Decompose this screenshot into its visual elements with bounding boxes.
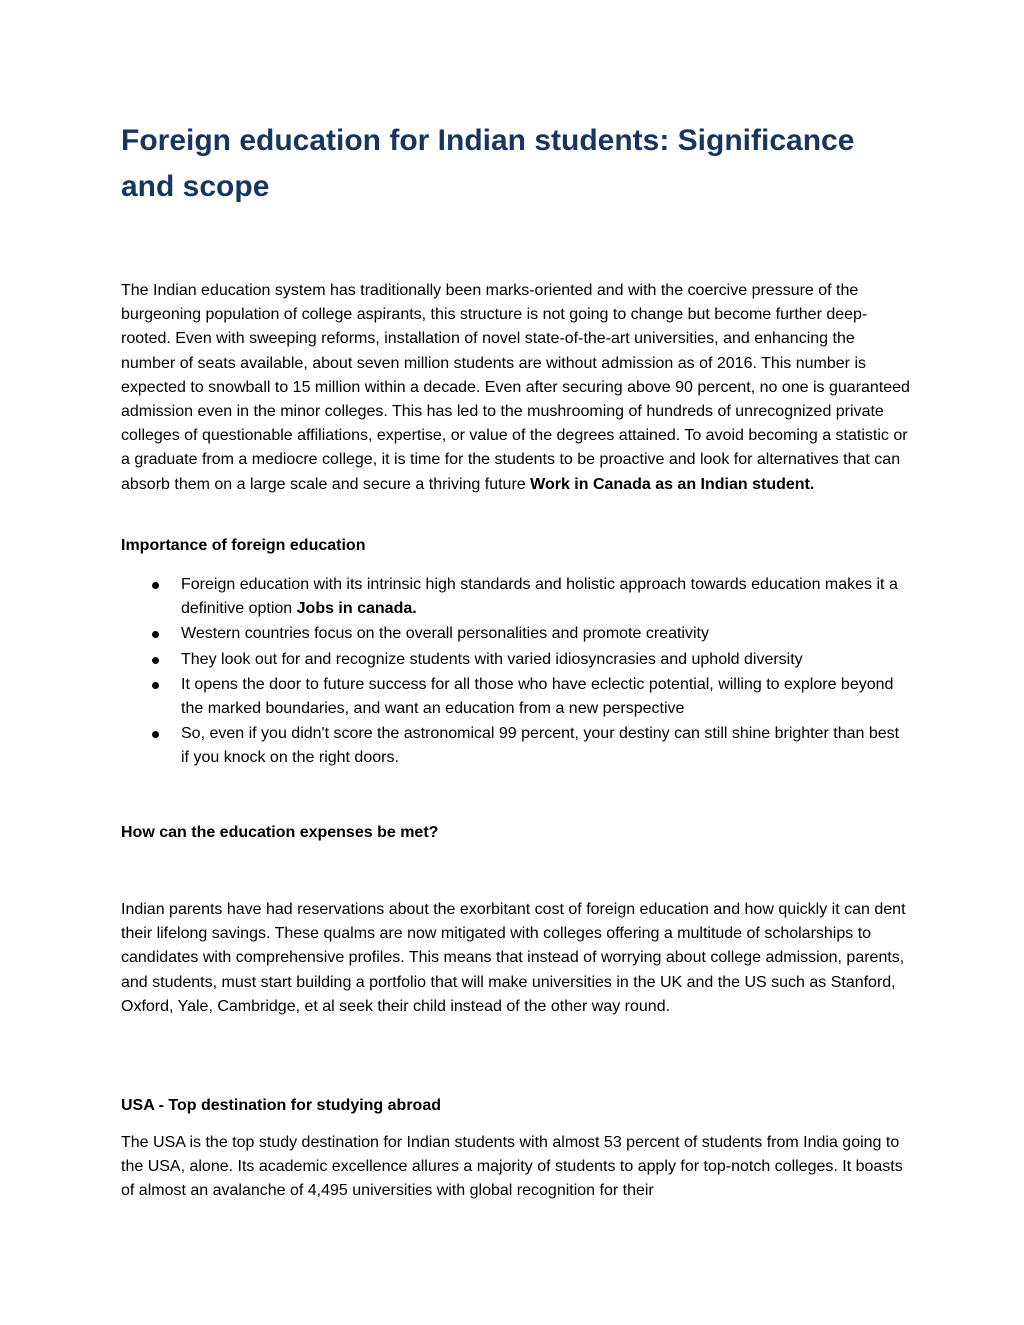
bullet-icon	[152, 631, 159, 638]
list-item	[121, 648, 911, 672]
list-item-text: Western countries focus on the overall personalities and promote creativity	[181, 625, 709, 643]
intro-paragraph	[121, 279, 911, 497]
usa-paragraph: The USA is the top study destination for Indian students with almost 53 percent of students from India going to the USA, alone. Its academic excellence allures a majority of students to apply for top-notch colleges. It boasts of almost an avalanche of 4,495 universities with global recognition for their	[121, 1134, 903, 1200]
expenses-heading: How can the education expenses be met?	[121, 824, 439, 841]
work-in-canada-link[interactable]: Work in Canada as an Indian student.	[530, 475, 815, 493]
importance-list	[121, 573, 911, 772]
list-item-text: Foreign education with its intrinsic high standards and holistic approach towards education makes it a definitive option	[181, 576, 898, 618]
bullet-icon	[152, 682, 159, 689]
bullet-icon	[152, 657, 159, 664]
jobs-in-canada-link[interactable]: Jobs in canada.	[296, 600, 417, 618]
list-item	[121, 622, 911, 646]
expenses-paragraph: Indian parents have had reservations about the exorbitant cost of foreign education and how quickly it can dent their lifelong savings. These qualms are now mitigated with colleges offering a multitude of scholarships to candidates with comprehensive profiles. This means that instead of worrying about college admission, parents, and students, must start building a portfolio that will make universities in the UK and the US such as Stanford, Oxford, Yale, Cambridge, et al seek their child instead of the other way round.	[121, 901, 906, 1015]
list-item	[121, 722, 911, 770]
list-item-text: So, even if you didn't score the astronomical 99 percent, your destiny can still shine brighter than best if you knock on the right doors.	[181, 725, 900, 767]
document-title: Foreign education for Indian students: Significance and scope	[121, 124, 855, 203]
intro-text: The Indian education system has traditionally been marks-oriented and with the coercive pressure of the burgeoning population of college aspirants, this structure is not going to change but become further deep-rooted. Even with sweeping reforms, installation of novel state-of-the-art universities, and enhancing the number of seats available, about seven million students are without admission as of 2016. This number is expected to snowball to 15 million within a decade. Even after securing above 90 percent, no one is guaranteed admission even in the minor colleges. This has led to the mushrooming of hundreds of unrecognized private colleges of questionable affiliations, expertise, or value of the degrees attained. To avoid becoming a statistic or a graduate from a mediocre college, it is time for the students to be proactive and look for alternatives that can absorb them on a large scale and secure a thriving future	[121, 282, 910, 493]
usa-heading: USA - Top destination for studying abroad	[121, 1097, 441, 1114]
list-item-text: It opens the door to future success for all those who have eclectic potential, willing to explore beyond the marked boundaries, and want an education from a new perspective	[181, 675, 894, 718]
list-item	[121, 573, 911, 621]
list-item	[121, 673, 911, 721]
bullet-icon	[152, 731, 159, 738]
importance-heading: Importance of foreign education	[121, 537, 366, 554]
list-item-text: They look out for and recognize students with varied idiosyncrasies and uphold diversity	[181, 650, 803, 668]
bullet-icon	[152, 582, 159, 589]
